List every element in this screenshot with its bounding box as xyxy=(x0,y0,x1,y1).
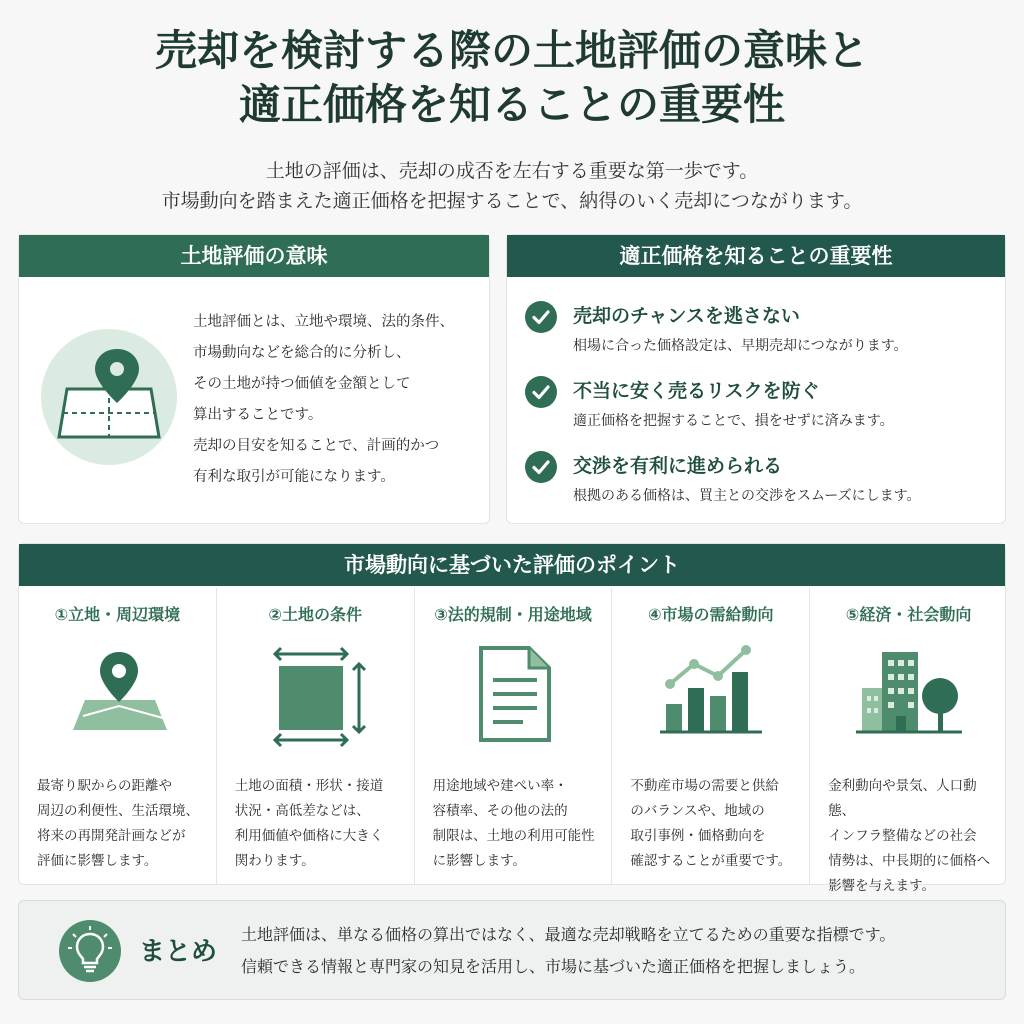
summary-line-2: 信頼できる情報と専門家の知見を活用し、市場に基づいた適正価格を把握しましょう。 xyxy=(241,957,866,976)
location-map-icon xyxy=(63,644,173,744)
point-column xyxy=(217,588,415,884)
summary-line-1: 土地評価は、単なる価格の算出ではなく、最適な売却戦略を立てるための重要な指標です。 xyxy=(241,925,896,944)
point-line: 情勢は、中長期的に価格へ xyxy=(828,853,991,869)
point-line: 周辺の利便性、生活環境、 xyxy=(37,803,199,819)
meaning-card xyxy=(18,234,490,524)
point-description xyxy=(828,774,992,899)
buildings-tree-icon xyxy=(854,644,964,744)
check-circle-icon xyxy=(525,301,557,333)
map-pin-icon xyxy=(41,329,177,465)
importance-item-title: 売却のチャンスを逃さない xyxy=(573,305,800,327)
importance-item xyxy=(525,297,995,372)
point-title: ⑤経済・社会動向 xyxy=(845,605,972,624)
point-description xyxy=(235,774,399,874)
importance-list xyxy=(525,297,995,522)
title-line-2: 適正価格を知ることの重要性 xyxy=(238,80,785,129)
point-line: 確認することが重要です。 xyxy=(630,853,792,869)
point-line: 不動産市場の需要と供給 xyxy=(630,778,779,794)
land-dimensions-icon xyxy=(261,644,371,744)
bar-chart-trend-icon xyxy=(656,644,766,744)
title-line-1: 売却を検討する際の土地評価の意味と xyxy=(154,26,869,75)
meaning-line: 売却の目安を知ることで、計画的かつ xyxy=(193,438,440,454)
point-column xyxy=(810,588,1007,894)
point-description xyxy=(433,774,597,874)
point-title: ②土地の条件 xyxy=(268,605,362,624)
point-line: 土地の面積・形状・接道 xyxy=(234,778,384,794)
point-line: 取引事例・価格動向を xyxy=(630,828,766,844)
point-line: 最寄り駅からの距離や xyxy=(37,778,172,794)
importance-item xyxy=(525,372,995,447)
point-line: 利用価値や価格に大きく xyxy=(234,828,384,844)
check-circle-icon xyxy=(525,376,557,408)
points-row xyxy=(19,588,1007,894)
importance-item-title: 不当に安く売るリスクを防ぐ xyxy=(573,380,820,402)
meaning-line: 有利な取引が可能になります。 xyxy=(193,469,395,485)
point-title: ③法的規制・用途地域 xyxy=(434,605,592,624)
point-line: 制限は、土地の利用可能性 xyxy=(432,828,595,844)
page-subtitle xyxy=(0,156,1024,216)
importance-item-desc: 相場に合った価格設定は、早期売却につながります。 xyxy=(573,338,908,354)
importance-item-desc: 根拠のある価格は、買主との交渉をスムーズにします。 xyxy=(573,488,921,504)
point-line: 評価に影響します。 xyxy=(37,853,158,869)
subtitle-line-1: 土地の評価は、売却の成否を左右する重要な第一歩です。 xyxy=(265,160,759,182)
meaning-line: 算出することです。 xyxy=(193,407,323,423)
meaning-line: 市場動向などを総合的に分析し、 xyxy=(193,345,411,361)
point-description xyxy=(37,774,201,874)
point-column xyxy=(612,588,810,884)
page-title xyxy=(0,24,1024,132)
importance-heading: 適正価格を知ることの重要性 xyxy=(507,235,1005,277)
point-line: 状況・高低差などは、 xyxy=(234,803,370,819)
importance-card xyxy=(506,234,1006,524)
meaning-line: その土地が持つ価値を金額として xyxy=(193,376,411,392)
point-description xyxy=(630,774,794,874)
point-line: インフラ整備などの社会 xyxy=(828,828,977,844)
meaning-description xyxy=(193,307,483,493)
point-column xyxy=(415,588,613,884)
points-card xyxy=(18,543,1006,894)
point-line: 関わります。 xyxy=(234,853,315,869)
point-title: ①立地・周辺環境 xyxy=(54,605,181,624)
point-line: 容積率、その他の法的 xyxy=(432,803,568,819)
check-circle-icon xyxy=(525,451,557,483)
point-line: に影響します。 xyxy=(432,853,527,869)
point-line: 用途地域や建ぺい率・ xyxy=(432,778,568,794)
point-line: のバランスや、地域の xyxy=(630,803,765,819)
summary-card xyxy=(18,900,1006,1000)
point-column xyxy=(19,588,217,884)
point-line: 将来の再開発計画などが xyxy=(37,828,186,844)
importance-item-desc: 適正価格を把握することで、損をせずに済みます。 xyxy=(573,413,894,429)
points-heading: 市場動向に基づいた評価のポイント xyxy=(19,544,1005,586)
point-line: 金利動向や景気、人口動態、 xyxy=(828,778,977,819)
meaning-heading: 土地評価の意味 xyxy=(19,235,489,277)
document-icon xyxy=(459,644,569,744)
importance-item-title: 交渉を有利に進められる xyxy=(573,455,783,477)
summary-label: まとめ xyxy=(139,937,218,967)
importance-item xyxy=(525,447,995,522)
point-title: ④市場の需給動向 xyxy=(648,605,774,624)
lightbulb-icon xyxy=(59,920,121,982)
summary-text xyxy=(241,919,895,983)
point-line: 影響を与えます。 xyxy=(828,878,936,894)
meaning-line: 土地評価とは、立地や環境、法的条件、 xyxy=(193,314,454,330)
subtitle-line-2: 市場動向を踏まえた適正価格を把握することで、納得のいく売却につながります。 xyxy=(161,190,863,212)
